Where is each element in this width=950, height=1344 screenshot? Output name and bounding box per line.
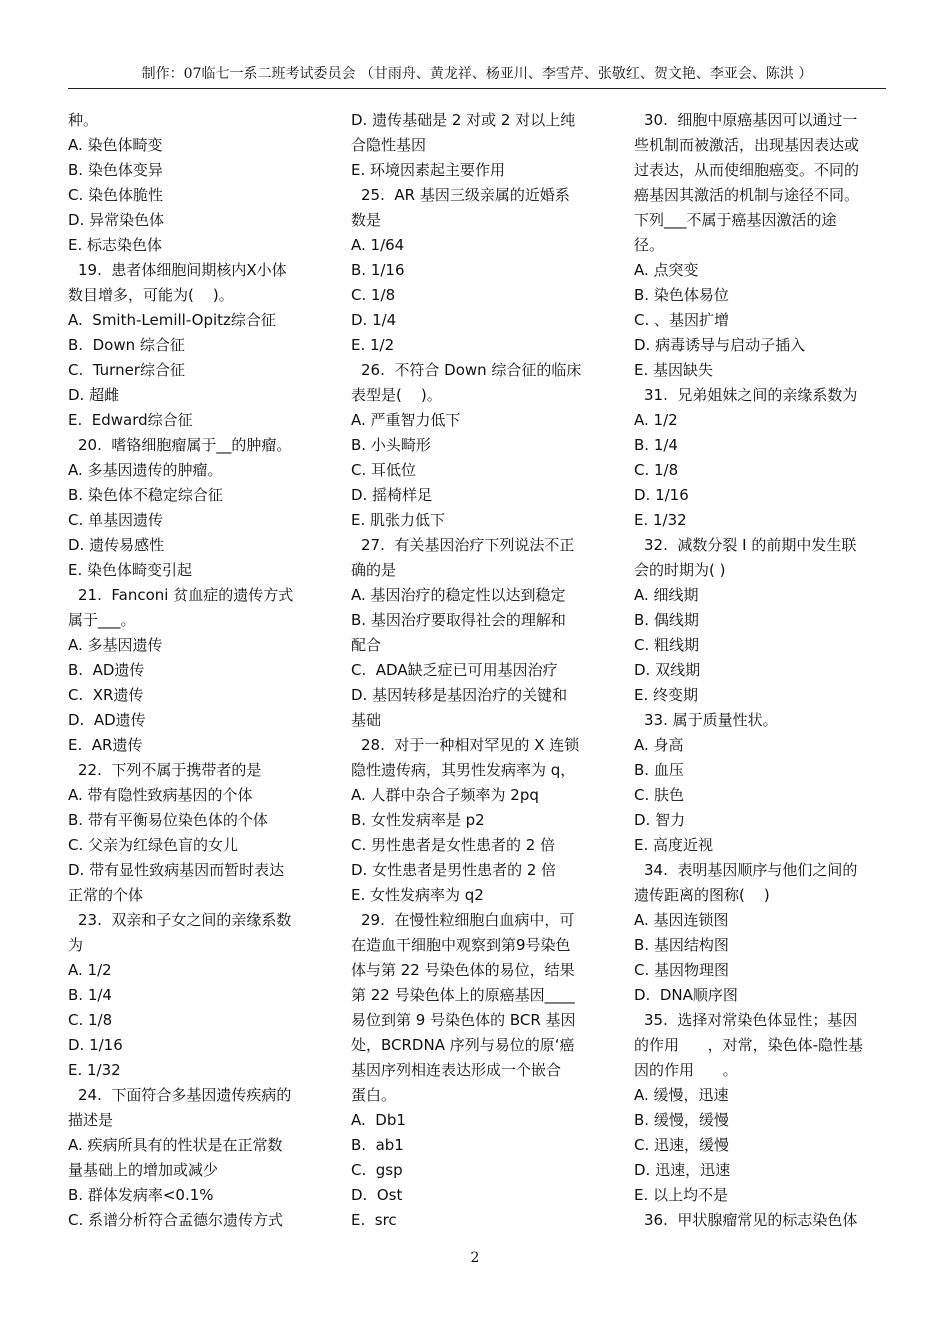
text-line: 31. 兄弟姐妹之间的亲缘系数为	[644, 386, 858, 404]
text-line: B. 血压	[634, 761, 684, 779]
text-line: B. 基因结构图	[634, 936, 729, 954]
text-line: 过表达，从而使细胞癌变。不同的	[634, 161, 860, 179]
text-line: D. 异常染色体	[68, 211, 165, 229]
text-line: 些机制而被激活，出现基因表达或	[634, 136, 860, 154]
text-line: 正常的个体	[68, 886, 144, 904]
text-line: 隐性遗传病，其男性发病率为 q，	[351, 761, 576, 779]
header-divider	[68, 88, 886, 89]
text-line: A. 严重智力低下	[351, 411, 461, 429]
text-line: 33. 属于质量性状。	[644, 711, 778, 729]
text-line: D. 女性患者是男性患者的 2 倍	[351, 861, 557, 879]
text-line: 会的时期为( )	[634, 561, 726, 579]
text-line: 体与第 22 号染色体的易位，结果	[351, 961, 575, 979]
text-line: C. 男性患者是女性患者的 2 倍	[351, 836, 556, 854]
text-line: A. 基因治疗的稳定性以达到稳定	[351, 586, 566, 604]
text-line: D. 摇椅样足	[351, 486, 433, 504]
text-line: 32. 减数分裂 I 的前期中发生联	[644, 536, 857, 554]
text-line: E. 1/32	[68, 1061, 121, 1079]
text-line: A. 身高	[634, 736, 684, 754]
text-line: D. 智力	[634, 811, 686, 829]
text-line: C. 1/8	[68, 1011, 113, 1029]
text-line: E. 染色体畸变引起	[68, 561, 193, 579]
text-line: D. 病毒诱导与启动子插入	[634, 336, 806, 354]
text-line: C. 、基因扩增	[634, 311, 730, 329]
text-line: 28. 对于一种相对罕见的 X 连锁	[361, 736, 580, 754]
text-line: E. 以上均不是	[634, 1186, 729, 1204]
text-line: 遗传距离的图称( )	[634, 886, 770, 904]
text-line: A. 1/2	[68, 961, 112, 979]
text-line: 20. 嗜铬细胞瘤属于__的肿瘤。	[78, 436, 292, 454]
text-line: A. 染色体畸变	[68, 136, 163, 154]
text-line: 在造血干细胞中观察到第9号染色	[351, 936, 571, 954]
text-line: 数目增多，可能为( )。	[68, 286, 234, 304]
text-line: 的作用 ，对常，染色体-隐性基	[634, 1036, 864, 1054]
text-line: 34. 表明基因顺序与他们之间的	[644, 861, 858, 879]
text-line: B. 1/16	[351, 261, 405, 279]
text-line: A. Smith-Lemill-Opitz综合征	[68, 311, 276, 329]
text-line: A. 人群中杂合子频率为 2pq	[351, 786, 539, 804]
text-line: 26. 不符合 Down 综合征的临床	[361, 361, 582, 379]
text-line: C. Turner综合征	[68, 361, 185, 379]
text-line: E. src	[351, 1211, 397, 1229]
text-line: 第 22 号染色体上的原癌基因____	[351, 986, 575, 1004]
text-line: B. 染色体不稳定综合征	[68, 486, 223, 504]
text-line: C. 耳低位	[351, 461, 417, 479]
text-line: C. 单基因遗传	[68, 511, 164, 529]
text-line: D. 1/4	[351, 311, 397, 329]
text-column-2	[351, 108, 609, 1233]
text-line: E. 肌张力低下	[351, 511, 446, 529]
text-line: D. Ost	[351, 1186, 403, 1204]
text-line: 35. 选择对常染色体显性；基因	[644, 1011, 858, 1029]
text-line: B. 小头畸形	[351, 436, 431, 454]
text-line: C. 迅速，缓慢	[634, 1136, 730, 1154]
text-line: C. ADA缺乏症已可用基因治疗	[351, 661, 558, 679]
text-line: E. 环境因素起主要作用	[351, 161, 506, 179]
text-line: C. 基因物理图	[634, 961, 730, 979]
text-line: 易位到第 9 号染色体的 BCR 基因	[351, 1011, 576, 1029]
text-line: A. 多基因遗传	[68, 636, 163, 654]
text-line: D. 遗传易感性	[68, 536, 165, 554]
text-line: A. 缓慢，迅速	[634, 1086, 729, 1104]
text-line: A. 1/64	[351, 236, 405, 254]
text-line: 合隐性基因	[351, 136, 427, 154]
text-line: B. 1/4	[634, 436, 678, 454]
text-line: A. 1/2	[634, 411, 678, 429]
text-line: A. 带有隐性致病基因的个体	[68, 786, 253, 804]
text-line: 表型是( )。	[351, 386, 442, 404]
text-line: B. 缓慢，缓慢	[634, 1111, 729, 1129]
text-line: B. 1/4	[68, 986, 112, 1004]
text-line: 数是	[351, 211, 382, 229]
text-line: D. 基因转移是基因治疗的关键和	[351, 686, 568, 704]
text-line: 36. 甲状腺瘤常见的标志染色体	[644, 1211, 858, 1229]
text-line: B. ab1	[351, 1136, 404, 1154]
text-line: A. Db1	[351, 1111, 406, 1129]
text-line: A. 疾病所具有的性状是在正常数	[68, 1136, 283, 1154]
text-line: B. 偶线期	[634, 611, 699, 629]
text-line: C. 1/8	[351, 286, 396, 304]
text-line: 因的作用 。	[634, 1061, 738, 1079]
text-line: D. 1/16	[68, 1036, 123, 1054]
text-line: C. 粗线期	[634, 636, 700, 654]
text-line: 19. 患者体细胞间期核内X小体	[78, 261, 287, 279]
text-line: D. DNA顺序图	[634, 986, 738, 1004]
text-line: 种。	[68, 111, 99, 129]
text-line: 为	[68, 936, 84, 954]
text-line: E. 女性发病率为 q2	[351, 886, 484, 904]
text-line: D. 遗传基础是 2 对或 2 对以上纯	[351, 111, 576, 129]
text-line: 癌基因其激活的机制与途径不同。	[634, 186, 860, 204]
text-line: 基因序列相连表达形成一个嵌合	[351, 1061, 562, 1079]
text-line: E. 终变期	[634, 686, 699, 704]
text-line: A. 点突变	[634, 261, 699, 279]
text-line: C. XR遗传	[68, 686, 144, 704]
text-line: 25. AR 基因三级亲属的近婚系	[361, 186, 570, 204]
text-line: 确的是	[351, 561, 397, 579]
text-line: B. AD遗传	[68, 661, 145, 679]
text-line: D. 双线期	[634, 661, 701, 679]
text-line: 22. 下列不属于携带者的是	[78, 761, 262, 779]
text-line: B. Down 综合征	[68, 336, 185, 354]
text-line: 量基础上的增加或减少	[68, 1161, 219, 1179]
text-line: C. 系谱分析符合孟德尔遗传方式	[68, 1211, 284, 1229]
text-line: B. 染色体易位	[634, 286, 729, 304]
text-line: B. 群体发病率<0.1%	[68, 1186, 214, 1204]
text-line: D. 1/16	[634, 486, 689, 504]
text-line: D. 迅速，迅速	[634, 1161, 731, 1179]
text-line: A. 多基因遗传的肿瘤。	[68, 461, 223, 479]
text-line: C. 1/8	[634, 461, 679, 479]
text-line: B. 带有平衡易位染色体的个体	[68, 811, 268, 829]
text-line: 23. 双亲和子女之间的亲缘系数	[78, 911, 292, 929]
text-line: 24. 下面符合多基因遗传疾病的	[78, 1086, 292, 1104]
text-line: E. Edward综合征	[68, 411, 193, 429]
text-line: E. AR遗传	[68, 736, 143, 754]
text-line: C. gsp	[351, 1161, 403, 1179]
text-line: 配合	[351, 636, 382, 654]
text-line: D. 带有显性致病基因而暂时表达	[68, 861, 285, 879]
text-line: 30. 细胞中原癌基因可以通过一	[644, 111, 858, 129]
text-line: 蛋白。	[351, 1086, 397, 1104]
page-number: 2	[470, 1250, 480, 1266]
text-line: D. 超雌	[68, 386, 120, 404]
text-line: C. 肤色	[634, 786, 685, 804]
text-line: 27. 有关基因治疗下列说法不正	[361, 536, 575, 554]
text-line: 21. Fanconi 贫血症的遗传方式	[78, 586, 294, 604]
text-line: B. 基因治疗要取得社会的理解和	[351, 611, 566, 629]
text-line: E. 1/32	[634, 511, 687, 529]
text-line: D. AD遗传	[68, 711, 146, 729]
text-line: B. 女性发病率是 p2	[351, 811, 485, 829]
text-line: 处，BCRDNA 序列与易位的原‘癌	[351, 1036, 575, 1054]
text-line: B. 染色体变异	[68, 161, 163, 179]
text-column-3	[634, 108, 892, 1233]
text-line: 属于___。	[68, 611, 136, 629]
text-line: 下列___不属于癌基因激活的途	[634, 211, 837, 229]
text-line: E. 高度近视	[634, 836, 714, 854]
text-column-1	[68, 108, 326, 1233]
text-line: 描述是	[68, 1111, 114, 1129]
text-line: E. 标志染色体	[68, 236, 163, 254]
text-line: A. 基因连锁图	[634, 911, 729, 929]
text-line: C. 父亲为红绿色盲的女儿	[68, 836, 239, 854]
text-line: C. 染色体脆性	[68, 186, 164, 204]
page-header: 制作：07临七一系二班考试委员会 （甘雨舟、黄龙祥、杨亚川、李雪芹、张敬红、贺文艳、李亚会、陈洪 ）	[141, 66, 813, 82]
text-line: 径。	[634, 236, 665, 254]
text-line: E. 1/2	[351, 336, 395, 354]
text-line: 基础	[351, 711, 382, 729]
text-line: E. 基因缺失	[634, 361, 714, 379]
text-line: A. 细线期	[634, 586, 699, 604]
text-line: 29. 在慢性粒细胞白血病中，可	[361, 911, 575, 929]
